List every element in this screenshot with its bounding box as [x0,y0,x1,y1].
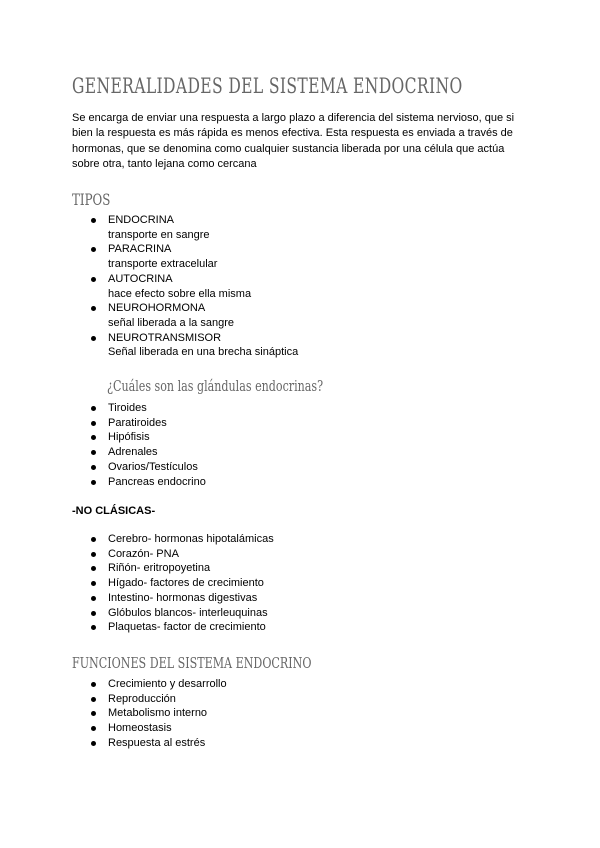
list-item [90,213,490,242]
tipo-name: AUTOCRINA [108,272,173,285]
list-item [90,272,490,301]
tipo-name: PARACRINA [108,243,172,256]
funciones-heading: FUNCIONES DEL SISTEMA ENDOCRINO [72,654,312,672]
list-item: Hígado- factores de crecimiento [90,576,490,591]
list-item: Ovarios/Testículos [90,460,490,475]
tipo-desc: transporte en sangre [108,228,210,241]
list-item: Metabolismo interno [90,706,490,721]
tipos-heading: TIPOS [72,190,111,209]
page-title: GENERALIDADES DEL SISTEMA ENDOCRINO [72,74,463,98]
tipo-name: ENDOCRINA [108,214,175,226]
list-item: Riñón- eritropoyetina [90,561,490,576]
tipo-desc: señal liberada a la sangre [108,316,234,329]
list-item [90,331,490,360]
tipos-list [90,213,490,360]
list-item: Respuesta al estrés [90,736,490,751]
list-item: Cerebro- hormonas hipotalámicas [90,532,490,547]
funciones-list [90,677,490,751]
list-item [90,301,490,330]
list-item: Glóbulos blancos- interleuquinas [90,606,490,621]
list-item: Adrenales [90,445,490,460]
tipo-desc: transporte extracelular [108,258,218,271]
list-item: Intestino- hormonas digestivas [90,591,490,606]
list-item [90,242,490,271]
list-item: Corazón- PNA [90,547,490,562]
intro-paragraph: Se encarga de enviar una respuesta a largo plazo a diferencia del sistema nervioso, que si bien la respuesta es más rápida es menos efectiva. Esta respuesta es enviada a través de hormonas, que se denomina como cualquier sustancia liberada por una célula que actúa sobre otra, tanto lejana como cercana [72,112,515,170]
tipo-name: NEUROTRANSMISOR [108,331,222,344]
glandulas-list [90,401,490,489]
tipo-desc: Señal liberada en una brecha sináptica [108,346,299,359]
list-item: Reproducción [90,692,490,707]
list-item: Plaquetas- factor de crecimiento [90,620,490,635]
list-item: Homeostasis [90,721,490,736]
tipo-desc: hace efecto sobre ella misma [108,287,252,300]
no-clasicas-list [90,532,490,635]
list-item: Pancreas endocrino [90,475,490,490]
list-item: Crecimiento y desarrollo [90,677,490,692]
tipo-name: NEUROHORMONA [108,302,206,315]
list-item: Hipófisis [90,430,490,445]
no-clasicas-heading: -NO CLÁSICAS- [72,505,156,517]
list-item: Tiroides [90,401,490,416]
glandulas-heading: ¿Cuáles son las glándulas endocrinas? [107,377,324,395]
list-item: Paratiroides [90,416,490,431]
